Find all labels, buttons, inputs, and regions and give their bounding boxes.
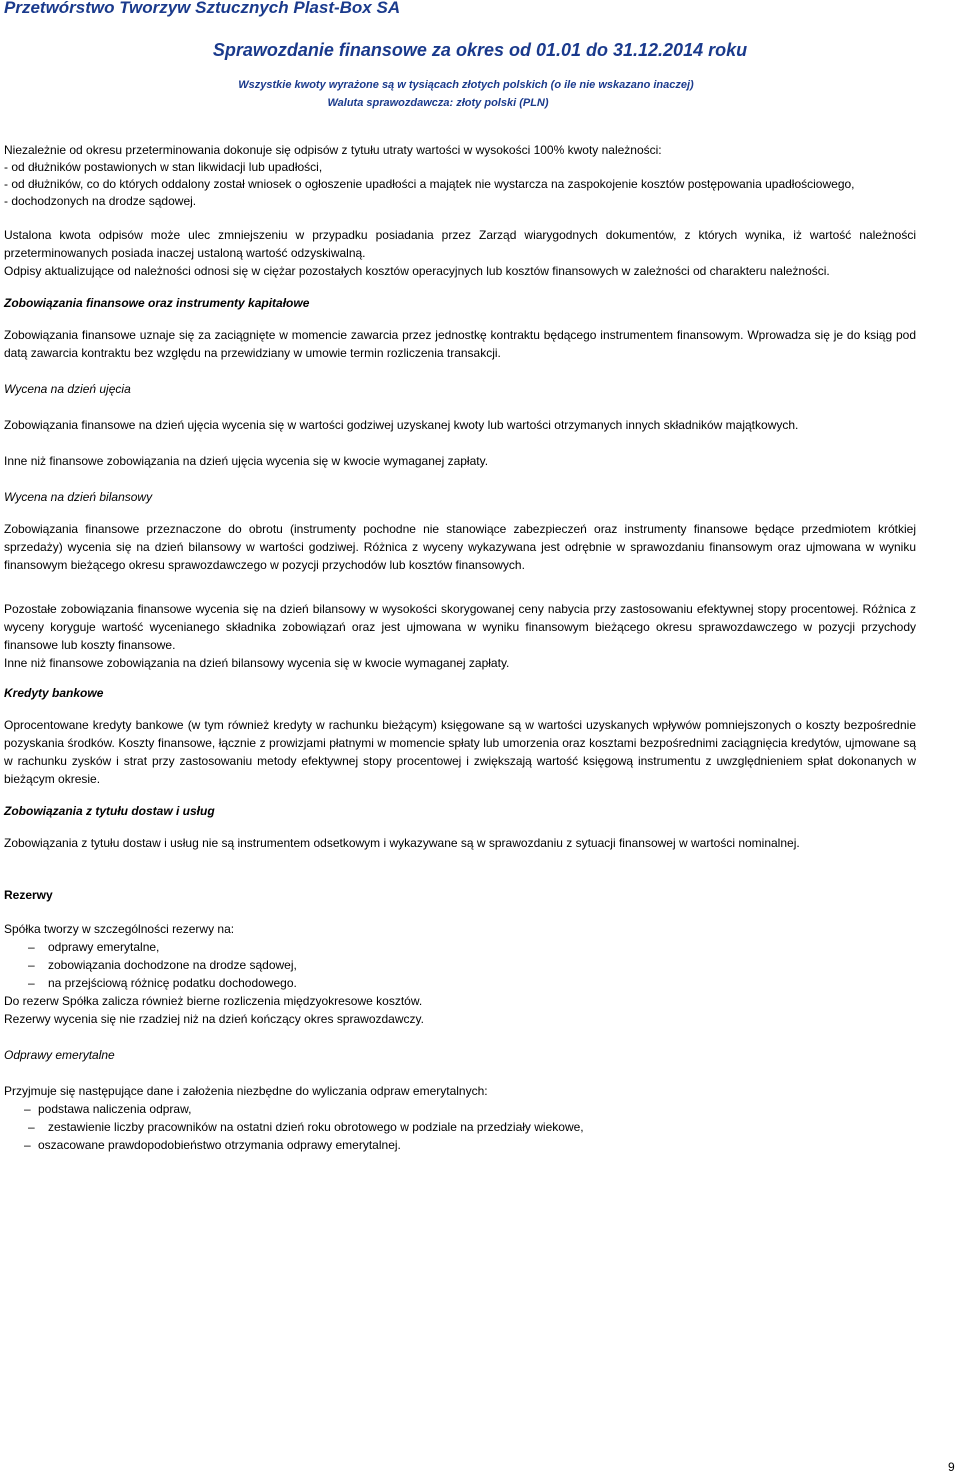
provisions-intro: Spółka tworzy w szczególności rezerwy na: [4,922,235,936]
receivables-item-1: - od dłużników postawionych w stan likwidacji lub upadłości, [4,160,323,174]
receivables-item-3: - dochodzonych na drodze sądowej. [4,194,197,208]
provisions-line-1: Do rezerw Spółka zalicza również bierne rozliczenia międzyokresowe kosztów. [4,994,423,1008]
provisions-item: – na przejściową różnicę podatku dochodowego. [28,974,916,992]
trade-payables-para: Zobowiązania z tytułu dostaw i usług nie są instrumentem odsetkowym i wykazywane są w sprawozdaniu z sytuacji finansowej w wartości nominalnej. [4,836,800,850]
financial-liabilities-para: Zobowiązania finansowe uznaje się za zaciągnięte w momencie zawarcia przez jednostkę kontraktu będącego instrumentem finansowym. Wprowadza się je do ksiąg pod datą zawarcia kontraktu bez względu na przewidziany w umowie termin rozliczenia transakcji. [4,328,916,360]
receivables-para-1: Ustalona kwota odpisów może ulec zmniejszeniu w przypadku posiadania przez Zarząd wiarygodnych dokumentów, z których wynika, iż wartość należności przeterminowanych posiada inaczej ustaloną wartość odzyskiwalną. [4,228,916,260]
bank-loans-heading: Kredyty bankowe [4,686,104,700]
balance-measurement-para-1: Zobowiązania finansowe przeznaczone do obrotu (instrumenty pochodne nie stanowiące zabezpieczeń oraz instrumenty finansowe będące przedmiotem krótkiej sprzedaży) wycenia się na dzień bilansowy w wartości godziwej. Różnica z wyceny wykazywana jest odrębnie w sprawozdaniu finansowym oraz ujmowana w wyniku finansowym bieżącego okresu sprawozdawczego w pozycji przychodów lub kosztów finansowych. [4,522,916,572]
report-title: Sprawozdanie finansowe za okres od 01.01 do 31.12.2014 roku [212,40,748,60]
financial-liabilities-heading: Zobowiązania finansowe oraz instrumenty kapitałowe [4,296,310,310]
receivables-para-2: Odpisy aktualizujące od należności odnosi się w ciężar pozostałych kosztów operacyjnych lub kosztów finansowych w zależności od charakteru należności. [4,264,830,278]
currency-note: Waluta sprawozdawcza: złoty polski (PLN) [327,97,549,109]
page-number: 9 [948,1460,955,1474]
balance-measurement-para-2: Pozostałe zobowiązania finansowe wycenia się na dzień bilansowy w wysokości skorygowanej ceny nabycia przy zastosowaniu efektywnej stopy procentowej. Różnica z wyceny koryguje wartość wycenianego składnika zobowiązań oraz jest ujmowana w wyniku finansowym bieżącego okresu sprawozdawczego w pozycji przychody finansowe lub koszty finansowe. [4,602,916,652]
provisions-item: – odprawy emerytalne, [28,938,916,956]
initial-measurement-para-2: Inne niż finansowe zobowiązania na dzień ujęcia wycenia się w kwocie wymaganej zapłaty. [4,454,489,468]
receivables-item-2: - od dłużników, co do których oddalony został wniosek o ogłoszenie upadłości a majątek nie wystarcza na zaspokojenie kosztów postępowania upadłościowego, [4,177,855,191]
initial-measurement-heading: Wycena na dzień ujęcia [4,382,131,396]
balance-measurement-heading: Wycena na dzień bilansowy [4,490,153,504]
trade-payables-heading: Zobowiązania z tytułu dostaw i usług [4,804,215,818]
provisions-line-2: Rezerwy wycenia się nie rzadziej niż na dzień kończący okres sprawozdawczy. [4,1012,424,1026]
amounts-note: Wszystkie kwoty wyrażone są w tysiącach złotych polskich (o ile nie wskazano inaczej) [238,79,694,91]
receivables-intro: Niezależnie od okresu przeterminowania dokonuje się odpisów z tytułu utraty wartości w wysokości 100% kwoty należności: [4,143,662,157]
retirement-intro: Przyjmuje się następujące dane i założenia niezbędne do wyliczania odpraw emerytalnych: [4,1084,488,1098]
balance-measurement-para-3: Inne niż finansowe zobowiązania na dzień bilansowy wycenia się w kwocie wymaganej zapłaty. [4,656,510,670]
provisions-item: – zobowiązania dochodzone na drodze sądowej, [28,956,916,974]
retirement-item: – podstawa naliczenia odpraw, [24,1100,916,1118]
initial-measurement-para-1: Zobowiązania finansowe na dzień ujęcia wycenia się w wartości godziwej uzyskanej kwoty lub wartości otrzymanych innych składników majątkowych. [4,418,799,432]
company-name: Przetwórstwo Tworzyw Sztucznych Plast-Box SA [4,0,401,17]
retirement-item: – zestawienie liczby pracowników na ostatni dzień roku obrotowego w podziale na przedziały wiekowe, [28,1118,916,1136]
provisions-heading: Rezerwy [4,888,53,902]
bank-loans-para: Oprocentowane kredyty bankowe (w tym również kredyty w rachunku bieżącym) księgowane są w wartości uzyskanych wpływów pomniejszonych o koszty bezpośrednie pozyskania środków. Koszty finansowe, łącznie z prowizjami płatnymi w momencie spłaty lub umorzenia oraz kosztami bezpośrednimi zaciągnięcia kredytów, ujmowane są w rachunku zysków i strat przy zastosowaniu metody efektywnej stopy procentowej i zwiększają wartość księgową instrumentu z uwzględnieniem spłat dokonanych w bieżącym okresie. [4,718,916,786]
retirement-item: – oszacowane prawdopodobieństwo otrzymania odprawy emerytalnej. [24,1136,916,1154]
retirement-heading: Odprawy emerytalne [4,1048,115,1062]
document-body [4,142,916,1154]
